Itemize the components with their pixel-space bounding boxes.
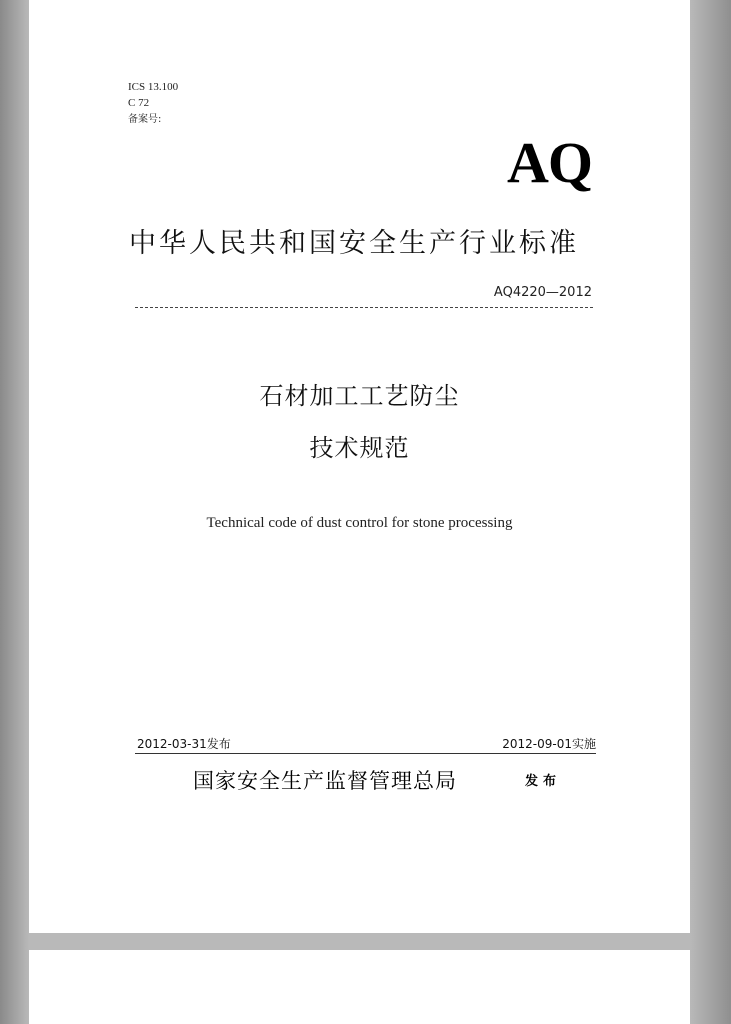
publisher-suffix: 发布 xyxy=(525,774,562,789)
aq-logo: AQ xyxy=(507,130,592,195)
issue-date: 2012-03-31发布 xyxy=(137,737,231,751)
document-page-next xyxy=(29,950,690,1024)
document-title-line-2: 技术规范 xyxy=(309,434,410,462)
effective-date: 2012-09-01实施 xyxy=(502,737,596,751)
footer-divider xyxy=(135,753,596,754)
standard-type-heading: 中华人民共和国安全生产行业标准 xyxy=(129,228,579,259)
document-page-cover xyxy=(29,0,690,933)
document-title-english: Technical code of dust control for stone processing xyxy=(206,515,513,531)
standard-number: AQ4220—2012 xyxy=(493,285,592,300)
ccs-code: C 72 xyxy=(128,97,150,109)
ics-code: ICS 13.100 xyxy=(128,81,179,93)
document-title-line-1: 石材加工工艺防尘 xyxy=(259,382,460,410)
publisher-name: 国家安全生产监督管理总局 xyxy=(193,769,457,793)
header-divider xyxy=(135,307,593,308)
record-number-label: 备案号: xyxy=(128,114,162,125)
